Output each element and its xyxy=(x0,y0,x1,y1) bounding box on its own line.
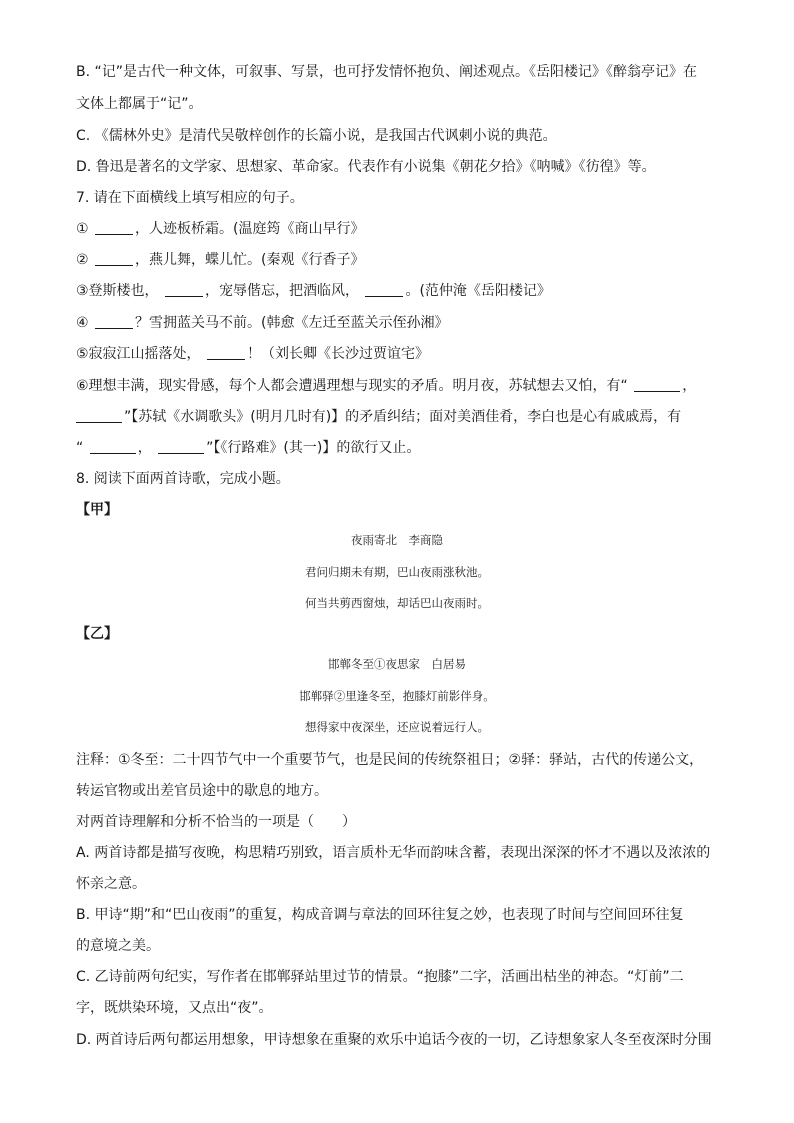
poem-b-title: 邯郸冬至①夜思家 白居易 xyxy=(328,657,466,671)
fill-6-blank-c[interactable] xyxy=(90,439,136,454)
choice-c-line-2: 字，既烘染环境，又点出“夜”。 xyxy=(76,1000,273,1016)
poem-b-line-2: 想得家中夜深坐，还应说着远行人。 xyxy=(305,720,489,734)
fill-1-suffix: ，人迹板桥霜。(温庭筠《商山早行》 xyxy=(135,221,365,237)
choice-b-line-1[interactable]: B. 甲诗“期”和“巴山夜雨”的重复，构成音调与章法的回环往复之妙，也表现了时间与空间回环往复 xyxy=(76,907,684,923)
fill-2-blank[interactable] xyxy=(95,251,133,266)
fill-item-5 xyxy=(76,344,716,364)
fill-item-3 xyxy=(76,281,716,301)
poem-a-line-2: 何当共剪西窗烛，却话巴山夜雨时。 xyxy=(305,596,489,610)
fill-item-4 xyxy=(76,313,716,333)
poem-a-label: 【甲】 xyxy=(76,502,118,518)
fill-6-blank-a[interactable] xyxy=(634,377,680,392)
fill-5-prefix: ⑤寂寂江山摇落处， xyxy=(76,346,201,362)
poem-a-line-1: 君问归期未有期，巴山夜雨涨秋池。 xyxy=(305,565,489,579)
fill-4-blank[interactable] xyxy=(95,314,133,329)
fill-6-comma: ， xyxy=(682,378,697,394)
option-c-line: C. 《儒林外史》是清代吴敬梓创作的长篇小说，是我国古代讽刺小说的典范。 xyxy=(76,128,557,144)
fill-4-prefix: ④ xyxy=(76,315,89,331)
fill-5-suffix: ！（刘长卿《长沙过贾谊宅》 xyxy=(247,346,430,362)
fill-6-open-quote: “ xyxy=(76,440,84,456)
choice-a-line-2: 怀亲之意。 xyxy=(76,876,146,892)
poem-b-line-1: 邯郸驿②里逢冬至，抱膝灯前影伴身。 xyxy=(299,689,495,703)
fill-6-mid-comma: ， xyxy=(137,440,152,456)
option-b-line-1: B. “记”是古代一种文体，可叙事、写景，也可抒发情怀抱负、阐述观点。《岳阳楼记》《醉翁亭记》在 xyxy=(76,64,698,80)
fill-2-prefix: ② xyxy=(76,252,89,268)
question-8-title: 8. 阅读下面两首诗歌，完成小题。 xyxy=(76,471,290,487)
choice-b-line-2: 的意境之美。 xyxy=(76,938,160,954)
choice-a-line-1[interactable]: A. 两首诗都是描写夜晚，构思精巧别致，语言质朴无华而韵味含蓄，表现出深深的怀才不遇以及浓浓的 xyxy=(76,845,711,861)
notes-line-2: 转运官物或出差官员途中的歇息的地方。 xyxy=(76,783,328,799)
fill-item-2 xyxy=(76,250,716,270)
fill-3-prefix: ③登斯楼也， xyxy=(76,283,159,299)
choice-c-line-1[interactable]: C. 乙诗前两句纪实，写作者在邯郸驿站里过节的情景。“抱膝”二字，活画出枯坐的神态。“灯前”二 xyxy=(76,969,684,985)
option-d-line: D. 鲁迅是著名的文学家、思想家、革命家。代表作有小说集《朝花夕拾》《呐喊》《彷徨》等。 xyxy=(76,159,656,175)
fill-6-line3-text: ”【《行路难》(其一)】的欲行又止。 xyxy=(206,440,421,456)
poem-b-label: 【乙】 xyxy=(76,626,118,642)
fill-2-suffix: ，燕儿舞，蝶儿忙。(秦观《行香子》 xyxy=(135,252,365,268)
notes-line-1: 注释：①冬至：二十四节气中一个重要节气，也是民间的传统祭祖日；②驿：驿站，古代的传递公文， xyxy=(76,752,704,768)
fill-4-suffix: ？雪拥蓝关马不前。(韩愈《左迁至蓝关示侄孙湘》 xyxy=(135,315,449,331)
choice-d-line-1[interactable]: D. 两首诗后两句都运用想象，甲诗想象在重聚的欢乐中追话今夜的一切，乙诗想象家人冬至夜深时分围 xyxy=(76,1032,712,1048)
fill-6-intro: ⑥理想丰满，现实骨感，每个人都会遭遇理想与现实的矛盾。明月夜，苏轼想去又怕，有“ xyxy=(76,378,628,394)
question-7-title: 7. 请在下面横线上填写相应的句子。 xyxy=(76,190,304,206)
fill-3-suffix: 。(范仲淹《岳阳楼记》 xyxy=(405,283,551,299)
fill-1-prefix: ① xyxy=(76,221,89,237)
fill-item-6-line-3 xyxy=(76,438,716,458)
fill-item-6-line-2 xyxy=(76,407,716,427)
fill-5-blank[interactable] xyxy=(207,345,245,360)
fill-3-blank-b[interactable] xyxy=(365,282,403,297)
fill-3-mid: ，宠辱偕忘，把酒临风， xyxy=(205,283,360,299)
fill-item-6-line-1 xyxy=(76,376,716,396)
option-b-line-2: 文体上都属于“记”。 xyxy=(76,96,203,112)
fill-6-blank-d[interactable] xyxy=(158,439,204,454)
fill-1-blank[interactable] xyxy=(95,220,133,235)
fill-3-blank-a[interactable] xyxy=(165,282,203,297)
fill-item-1 xyxy=(76,219,716,239)
poem-a-title: 夜雨寄北 李商隐 xyxy=(351,533,443,547)
fill-6-line2-text: ”【苏轼《水调歌头》(明月几时有)】的矛盾纠结；面对美酒佳肴，李白也是心有戚戚焉，有 xyxy=(124,409,682,425)
fill-6-blank-b[interactable] xyxy=(76,408,122,423)
question-stem: 对两首诗理解和分析不恰当的一项是（ ） xyxy=(76,814,356,830)
